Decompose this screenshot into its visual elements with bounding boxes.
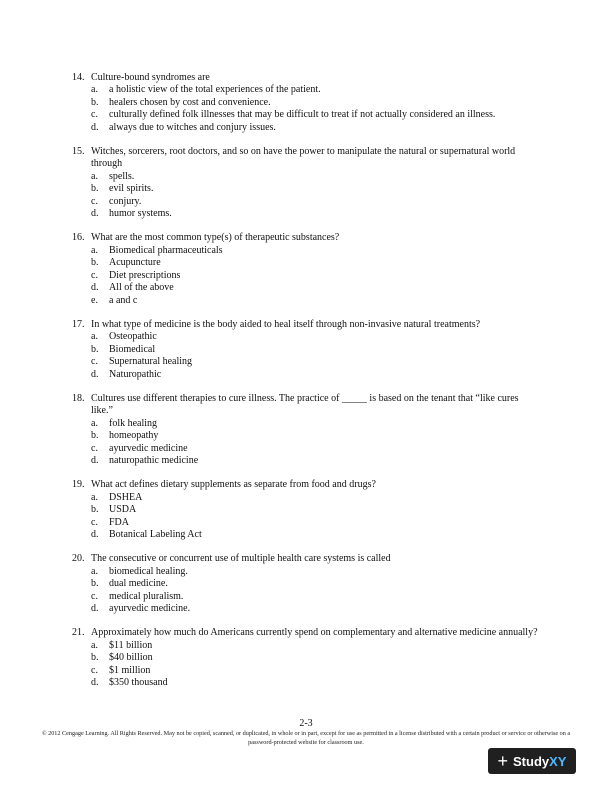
question-item (72, 232, 540, 306)
option-item (91, 171, 540, 183)
question-item (72, 72, 540, 134)
option-text: Acupuncture (109, 257, 161, 269)
option-item (91, 418, 540, 430)
option-letter: b. (91, 183, 99, 195)
option-letter: b. (91, 257, 99, 269)
question-number: 17. (72, 318, 85, 330)
option-item (91, 443, 540, 455)
option-text: spells. (109, 170, 135, 182)
option-item (91, 245, 540, 257)
option-letter: c. (91, 269, 98, 281)
option-letter: d. (91, 368, 99, 380)
option-item (91, 356, 540, 368)
option-letter: c. (91, 356, 98, 368)
question-text: What act defines dietary supplements as separate from food and drugs? (91, 479, 376, 491)
question-item (72, 479, 540, 541)
option-text: All of the above (109, 282, 174, 294)
option-letter: c. (91, 516, 98, 528)
option-item (91, 591, 540, 603)
question-text: Culture-bound syndromes are (91, 72, 210, 83)
option-item (91, 492, 540, 504)
option-item (91, 369, 540, 381)
option-item (91, 183, 540, 195)
question-number: 18. (72, 392, 85, 404)
option-list (91, 640, 540, 690)
option-list (91, 492, 540, 542)
option-text: Supernatural healing (109, 356, 193, 368)
option-item (91, 677, 540, 689)
option-letter: d. (91, 121, 99, 133)
option-text: culturally defined folk illnesses that may be difficult to treat if not actually considered an illness. (109, 109, 496, 121)
option-list (91, 418, 540, 468)
option-letter: c. (91, 195, 98, 207)
page-number: 2-3 (299, 718, 313, 729)
option-list (91, 331, 540, 381)
option-text: $40 billion (109, 652, 153, 664)
option-letter: d. (91, 677, 99, 689)
option-item (91, 109, 540, 121)
option-text: USDA (109, 504, 137, 516)
option-letter: a. (91, 244, 98, 256)
option-text: biomedical healing. (109, 565, 188, 577)
option-text: always due to witches and conjury issues. (109, 121, 276, 133)
option-list (91, 84, 540, 134)
option-item (91, 566, 540, 578)
option-letter: a. (91, 491, 98, 503)
option-letter: a. (91, 170, 98, 182)
option-text: Biomedical (109, 343, 156, 355)
option-item (91, 517, 540, 529)
question-text: Cultures use different therapies to cure illness. The practice of _____ is based on the tenant that “like cures like.” (91, 392, 519, 417)
question-number: 16. (72, 232, 85, 244)
option-text: homeopathy (109, 430, 159, 442)
option-letter: b. (91, 578, 99, 590)
option-text: evil spirits. (109, 183, 154, 195)
option-letter: a. (91, 331, 98, 343)
option-letter: d. (91, 603, 99, 615)
question-item (72, 319, 540, 381)
option-item (91, 196, 540, 208)
option-item (91, 529, 540, 541)
option-text: healers chosen by cost and convenience. (109, 96, 271, 108)
question-list (72, 72, 540, 701)
option-item (91, 640, 540, 652)
question-number: 21. (72, 627, 85, 639)
studyxy-badge[interactable] (488, 748, 576, 774)
option-text: $350 thousand (109, 677, 168, 689)
option-item (91, 270, 540, 282)
option-text: $11 billion (109, 639, 153, 651)
option-text: ayurvedic medicine. (109, 603, 191, 615)
option-text: naturopathic medicine (109, 454, 199, 466)
option-letter: b. (91, 96, 99, 108)
option-text: Botanical Labeling Act (109, 529, 202, 540)
option-item (91, 430, 540, 442)
option-letter: d. (91, 208, 99, 220)
option-text: conjury. (109, 195, 142, 207)
option-item (91, 665, 540, 677)
option-letter: b. (91, 430, 99, 442)
option-text: a holistic view of the total experiences of the patient. (109, 84, 321, 96)
option-letter: c. (91, 664, 98, 676)
option-text: DSHEA (109, 491, 143, 503)
copyright-notice: © 2012 Cengage Learning. All Rights Reserved. May not be copied, scanned, or duplicated, in whole or in part, except for use as permitted in a license distributed with a certain product or service or otherwise on a password-protected website for classroom use. (41, 730, 571, 746)
question-item (72, 146, 540, 220)
option-list (91, 171, 540, 221)
option-letter: d. (91, 529, 99, 540)
option-item (91, 122, 540, 134)
question-text: In what type of medicine is the body aided to heal itself through non-invasive natural treatments? (91, 318, 481, 330)
option-list (91, 245, 540, 307)
plus-icon: + (497, 751, 509, 771)
option-letter: e. (91, 294, 98, 306)
option-item (91, 208, 540, 220)
option-text: a and c (109, 294, 138, 306)
option-text: folk healing (109, 417, 158, 429)
option-item (91, 282, 540, 294)
question-item (72, 553, 540, 615)
option-item (91, 455, 540, 467)
option-letter: a. (91, 417, 98, 429)
option-letter: c. (91, 442, 98, 454)
option-item (91, 344, 540, 356)
option-text: $1 million (109, 664, 151, 676)
question-number: 19. (72, 479, 85, 491)
option-item (91, 603, 540, 615)
option-letter: d. (91, 282, 99, 294)
option-text: medical pluralism. (109, 590, 184, 602)
option-item (91, 257, 540, 269)
question-text: The consecutive or concurrent use of multiple health care systems is called (91, 553, 391, 565)
option-list (91, 566, 540, 616)
option-item (91, 331, 540, 343)
option-text: humor systems. (109, 208, 172, 220)
option-text: Naturopathic (109, 368, 162, 380)
option-letter: b. (91, 652, 99, 664)
question-text: Witches, sorcerers, root doctors, and so on have the power to manipulate the natural or supernatural world through (91, 146, 516, 170)
question-text: Approximately how much do Americans currently spend on complementary and alternative medicine annually? (91, 627, 538, 639)
option-item (91, 295, 540, 307)
option-text: Osteopathic (109, 331, 157, 343)
option-letter: c. (91, 590, 98, 602)
option-letter: a. (91, 565, 98, 577)
badge-text-main: Study (513, 753, 550, 769)
question-item (72, 627, 540, 689)
option-letter: a. (91, 84, 98, 96)
option-letter: b. (91, 504, 99, 516)
option-text: Biomedical pharmaceuticals (109, 244, 223, 256)
question-number: 20. (72, 553, 85, 565)
option-letter: c. (91, 109, 98, 121)
option-item (91, 504, 540, 516)
option-text: FDA (109, 516, 130, 528)
option-item (91, 97, 540, 109)
option-letter: b. (91, 343, 99, 355)
badge-text-accent: XY (549, 753, 567, 769)
option-item (91, 652, 540, 664)
option-text: Diet prescriptions (109, 269, 181, 281)
option-item (91, 578, 540, 590)
option-letter: a. (91, 639, 98, 651)
question-number: 14. (72, 72, 85, 83)
option-text: ayurvedic medicine (109, 442, 188, 454)
question-text: What are the most common type(s) of therapeutic substances? (91, 232, 340, 244)
option-text: dual medicine. (109, 578, 168, 590)
option-item (91, 84, 540, 96)
option-letter: d. (91, 454, 99, 466)
question-item (72, 393, 540, 467)
question-number: 15. (72, 146, 85, 158)
